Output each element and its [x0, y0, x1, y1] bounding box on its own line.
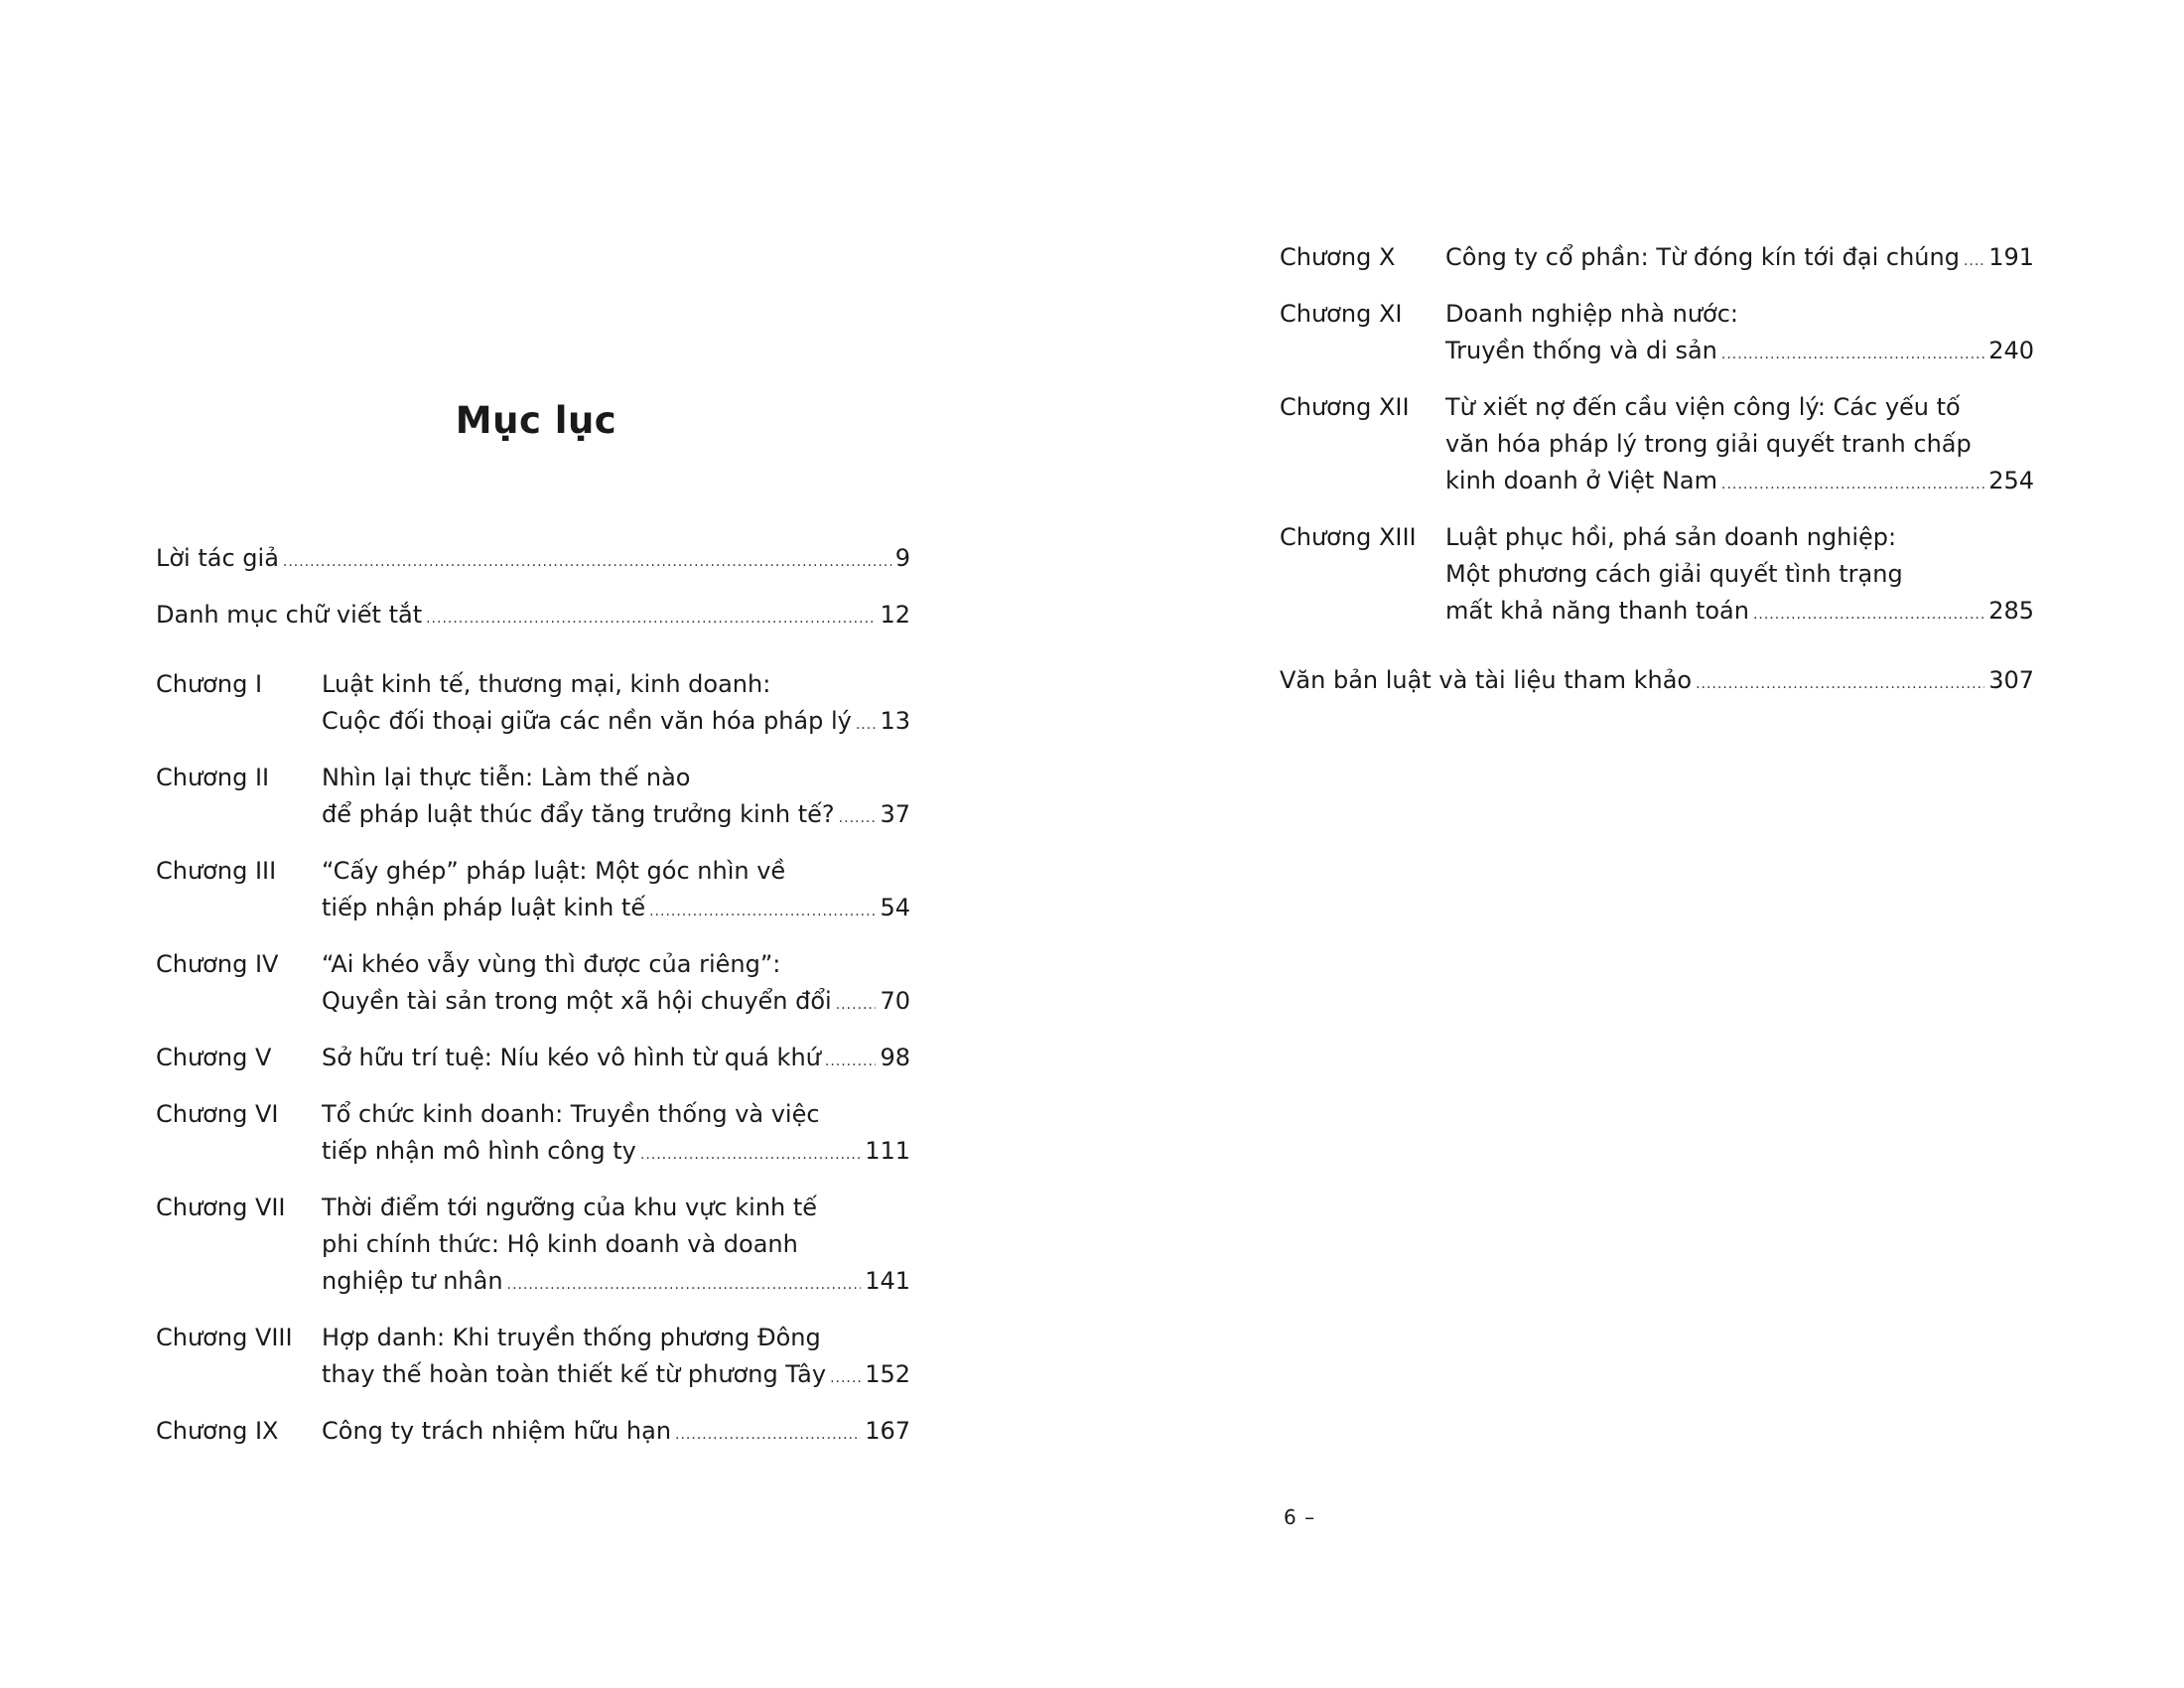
- chapter-title-line: Hợp danh: Khi truyền thống phương Đông: [322, 1324, 821, 1351]
- chapter-label: Chương VII: [156, 1194, 286, 1221]
- chapter-title-line: tiếp nhận mô hình công ty: [322, 1137, 636, 1165]
- toc-entry-text: Danh mục chữ viết tắt: [156, 601, 423, 629]
- toc-page-number: 111: [865, 1137, 910, 1165]
- dot-leader: [507, 1267, 862, 1304]
- dot-leader: [1964, 243, 1984, 280]
- dot-leader: [830, 1360, 861, 1397]
- chapter-title-line: phi chính thức: Hộ kinh doanh và doanh: [322, 1230, 798, 1258]
- toc-page-number: 152: [865, 1360, 910, 1388]
- chapter-label: Chương XIII: [1280, 523, 1417, 551]
- chapter-label: Chương VI: [156, 1100, 279, 1128]
- toc-chapter-6: [156, 1096, 910, 1174]
- chapter-title-line: Công ty trách nhiệm hữu hạn: [322, 1417, 672, 1445]
- chapter-title-line: Từ xiết nợ đến cầu viện công lý: Các yếu tố: [1445, 393, 1961, 421]
- page-number-footer: 6 –: [1284, 1505, 1316, 1529]
- dot-leader: [1721, 467, 1984, 503]
- chapter-title-line: Truyền thống và di sản: [1445, 337, 1717, 364]
- toc-entry-text: Văn bản luật và tài liệu tham khảo: [1280, 666, 1693, 694]
- dot-leader: [675, 1417, 861, 1454]
- chapter-title-line: “Cấy ghép” pháp luật: Một góc nhìn về: [322, 857, 786, 885]
- dot-leader: [825, 1044, 877, 1080]
- toc-page-number: 9: [894, 544, 910, 572]
- dot-leader: [426, 601, 876, 637]
- chapter-label: Chương XI: [1280, 300, 1403, 328]
- toc-list-left: [156, 540, 910, 1470]
- toc-chapter-11: [1280, 296, 2034, 373]
- toc-entry-references: [1280, 662, 2034, 703]
- toc-chapter-5: [156, 1040, 910, 1080]
- toc-chapter-12: [1280, 389, 2034, 503]
- dot-leader: [283, 544, 891, 581]
- toc-chapter-8: [156, 1320, 910, 1397]
- chapter-title-line: văn hóa pháp lý trong giải quyết tranh chấp: [1445, 430, 1972, 458]
- toc-page-number: 13: [880, 707, 910, 735]
- toc-chapter-7: [156, 1190, 910, 1304]
- toc-entry-abbreviations: [156, 597, 910, 637]
- chapter-title-line: “Ai khéo vẫy vùng thì được của riêng”:: [322, 950, 781, 978]
- chapter-title-line: Luật phục hồi, phá sản doanh nghiệp:: [1445, 523, 1897, 551]
- toc-title: Mục lục: [455, 399, 617, 442]
- chapter-label: Chương IX: [156, 1417, 279, 1445]
- chapter-title-line: Nhìn lại thực tiễn: Làm thế nào: [322, 764, 691, 791]
- chapter-title-line: mất khả năng thanh toán: [1445, 597, 1749, 625]
- toc-chapter-13: [1280, 519, 2034, 633]
- dot-leader: [640, 1137, 861, 1174]
- toc-list-right: [1280, 239, 2034, 719]
- toc-page-number: 12: [880, 601, 910, 629]
- toc-chapter-10: [1280, 239, 2034, 280]
- dot-leader: [856, 707, 877, 744]
- chapter-title-line: Tổ chức kinh doanh: Truyền thống và việc: [322, 1100, 820, 1128]
- toc-entry-author-preface: [156, 540, 910, 581]
- toc-page-number: 307: [1988, 666, 2034, 694]
- toc-chapter-1: [156, 666, 910, 744]
- toc-entry-text: Lời tác giả: [156, 544, 279, 572]
- dot-leader: [1721, 337, 1984, 373]
- toc-chapter-2: [156, 760, 910, 837]
- chapter-title-line: nghiệp tư nhân: [322, 1267, 503, 1295]
- chapter-label: Chương IV: [156, 950, 279, 978]
- toc-page-number: 167: [865, 1417, 910, 1445]
- dot-leader: [836, 987, 877, 1024]
- right-page: [1092, 0, 2184, 1688]
- chapter-label: Chương I: [156, 670, 263, 698]
- chapter-title-line: Thời điểm tới ngưỡng của khu vực kinh tế: [322, 1194, 818, 1221]
- toc-page-number: 37: [880, 800, 910, 828]
- toc-page-number: 240: [1988, 337, 2034, 364]
- toc-page-number: 70: [880, 987, 910, 1015]
- toc-page-number: 285: [1988, 597, 2034, 625]
- toc-page-number: 191: [1988, 243, 2034, 271]
- dot-leader: [839, 800, 877, 837]
- chapter-title-line: Quyền tài sản trong một xã hội chuyển đổi: [322, 987, 832, 1015]
- toc-page-number: 98: [880, 1044, 910, 1071]
- chapter-label: Chương V: [156, 1044, 272, 1071]
- chapter-label: Chương II: [156, 764, 270, 791]
- chapter-title-line: Doanh nghiệp nhà nước:: [1445, 300, 1739, 328]
- toc-page-number: 254: [1988, 467, 2034, 494]
- chapter-title-line: Cuộc đối thoại giữa các nền văn hóa pháp lý: [322, 707, 852, 735]
- toc-page-number: 54: [880, 894, 910, 921]
- chapter-title-line: Luật kinh tế, thương mại, kinh doanh:: [322, 670, 771, 698]
- toc-chapter-4: [156, 946, 910, 1024]
- chapter-title-line: kinh doanh ở Việt Nam: [1445, 467, 1718, 494]
- chapter-title-line: để pháp luật thúc đẩy tăng trưởng kinh tế?: [322, 800, 835, 828]
- chapter-title-line: Công ty cổ phần: Từ đóng kín tới đại chúng: [1445, 243, 1960, 271]
- chapter-label: Chương XII: [1280, 393, 1410, 421]
- dot-leader: [649, 894, 876, 930]
- toc-chapter-9: [156, 1413, 910, 1454]
- dot-leader: [1753, 597, 1984, 633]
- toc-chapter-3: [156, 853, 910, 930]
- chapter-title-line: thay thế hoàn toàn thiết kế từ phương Tây: [322, 1360, 827, 1388]
- chapter-label: Chương X: [1280, 243, 1396, 271]
- chapter-title-line: Sở hữu trí tuệ: Níu kéo vô hình từ quá khứ: [322, 1044, 821, 1071]
- toc-page-number: 141: [865, 1267, 910, 1295]
- chapter-title-line: tiếp nhận pháp luật kinh tế: [322, 894, 646, 921]
- chapter-title-line: Một phương cách giải quyết tình trạng: [1445, 560, 1903, 588]
- chapter-label: Chương VIII: [156, 1324, 293, 1351]
- dot-leader: [1696, 666, 1984, 703]
- chapter-label: Chương III: [156, 857, 277, 885]
